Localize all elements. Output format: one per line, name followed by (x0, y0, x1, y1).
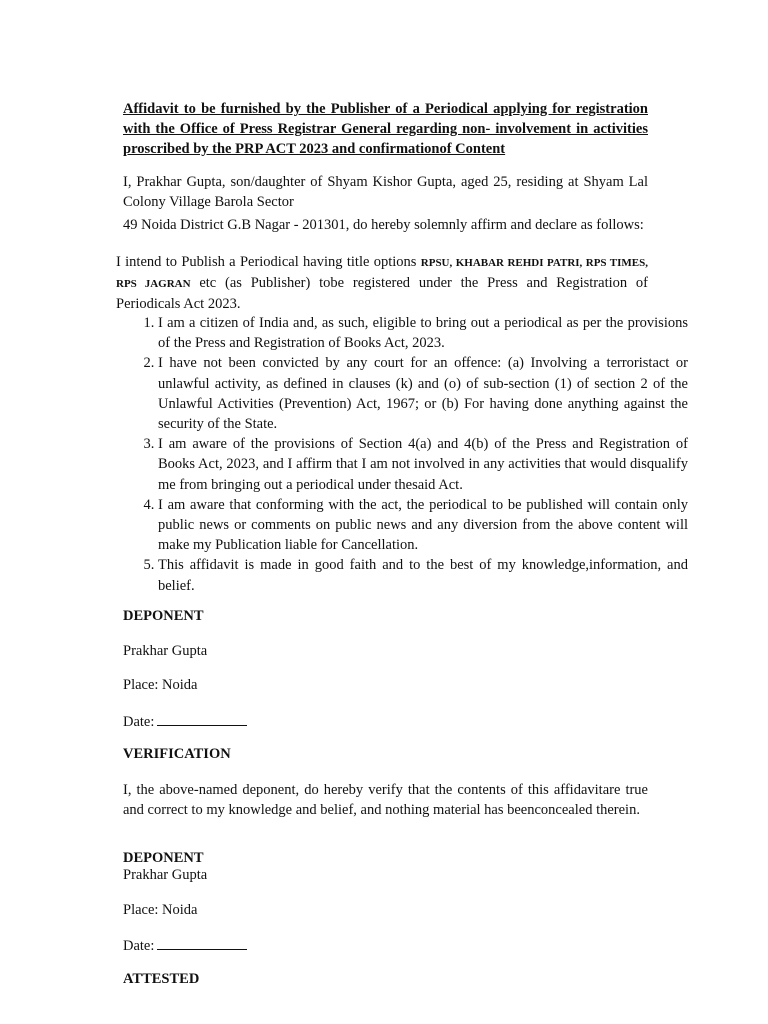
date-label: Date: (123, 714, 155, 730)
date-line-2 (123, 935, 247, 955)
intent-paragraph (116, 252, 648, 314)
affidavit-title: Affidavit to be furnished by the Publisher of a Periodical applying for registration with the Office of Press Registrar General regarding non- involvement in activities proscribed by the PRP ACT 2023 and confirmationof Content (123, 101, 648, 157)
deponent-intro-line1: I, Prakhar Gupta, son/daughter of Shyam Kishor Gupta, aged 25, residing at Shyam Lal Colony Village Barola Sector (123, 174, 648, 210)
date-line (123, 711, 247, 731)
date-blank-2 (157, 935, 247, 950)
intent-prefix: I intend to Publish a Periodical having title options (116, 254, 417, 270)
title-options: RPSU, KHABAR REHDI PATRI, RPS TIMES, RPS JAGRAN (116, 257, 648, 290)
verification-text: I, the above-named deponent, do hereby verify that the contents of this affidavitare true and correct to my knowledge and belief, and nothing material has beenconcealed therein. (123, 782, 648, 818)
deponent-heading-2: DEPONENT (123, 850, 204, 866)
date-blank (157, 711, 247, 726)
place-line-2: Place: Noida (123, 902, 198, 918)
declaration-item: 4. I am aware that conforming with the act, the periodical to be published will contain only public news or comments on public news and any diversion from the above content will make my Publication liable for Cancellation. (158, 495, 688, 556)
verification-heading: VERIFICATION (123, 746, 231, 762)
declaration-item: 1. I am a citizen of India and, as such, eligible to bring out a periodical as per the provisions of the Press and Registration of Books Act, 2023. (158, 313, 688, 353)
declarations-list (118, 313, 688, 596)
deponent-heading: DEPONENT (123, 608, 204, 624)
declaration-item: 2. I have not been convicted by any court for an offence: (a) Involving a terroristact or unlawful activity, as defined in clauses (k) and (o) of sub-section (1) of section 2 of the Unlawful Activities (Prevention) Act, 1967; or (b) For having done anything against the security of the State. (158, 353, 688, 434)
attested-heading: ATTESTED (123, 971, 200, 987)
deponent-intro-line2: 49 Noida District G.B Nagar - 201301, do hereby solemnly affirm and declare as follows: (123, 217, 644, 233)
place-line: Place: Noida (123, 677, 198, 693)
declaration-item: 3. I am aware of the provisions of Section 4(a) and 4(b) of the Press and Registration of Books Act, 2023, and I affirm that I am not involved in any activities that would disqualify me from bringing out a periodical under thesaid Act. (158, 434, 688, 495)
declaration-item: 5. This affidavit is made in good faith and to the best of my knowledge,information, and belief. (158, 555, 688, 595)
intent-suffix: etc (as Publisher) tobe registered under the Press and Registration of Periodicals Act 2023. (116, 275, 648, 312)
deponent-name-2: Prakhar Gupta (123, 867, 208, 883)
deponent-name: Prakhar Gupta (123, 643, 208, 659)
date-label-2: Date: (123, 938, 155, 954)
